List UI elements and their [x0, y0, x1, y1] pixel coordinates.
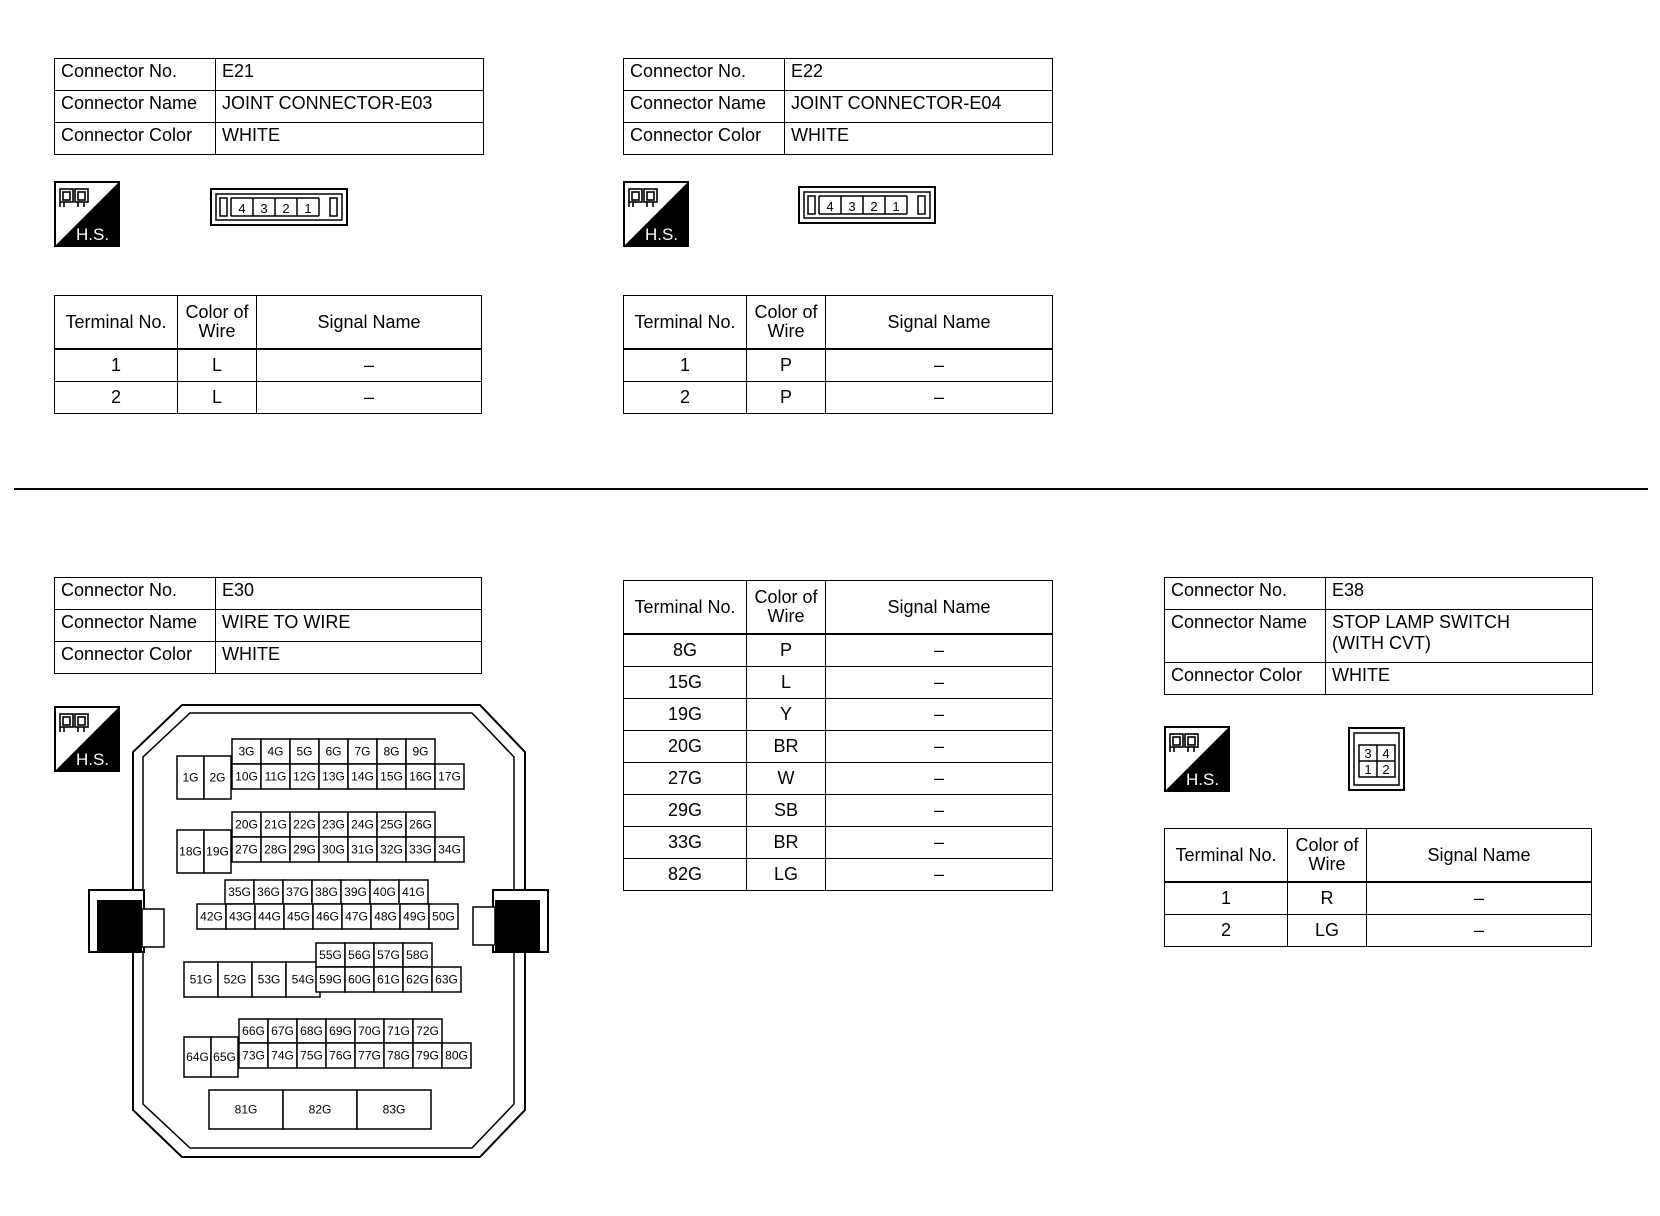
table-row: 33G BR –	[624, 827, 1053, 859]
table-row: 19G Y –	[624, 699, 1053, 731]
terminal-no-header: Terminal No.	[624, 296, 747, 350]
cavity-label: 36G	[257, 885, 280, 899]
hs-label: H.S.	[76, 750, 110, 769]
cavity-label: 26G	[409, 817, 432, 832]
cavity-label: 66G	[242, 1024, 265, 1038]
cavity-label: 45G	[287, 909, 310, 924]
cavity-label: 63G	[435, 972, 458, 987]
cavity-label: 5G	[296, 744, 313, 759]
harness-side-icon	[1164, 726, 1230, 792]
table-row: 1 L –	[55, 349, 482, 382]
connector-color-label: Connector Color	[1165, 663, 1326, 695]
cavity-label: 70G	[358, 1024, 381, 1038]
cavity-label: 9G	[412, 744, 429, 759]
pin-label: 4	[826, 199, 834, 214]
cavity-label: 74G	[271, 1048, 294, 1063]
cavity-label: 41G	[402, 885, 425, 899]
e30-connector-face	[0, 0, 600, 1216]
hs-label: H.S.	[645, 225, 679, 244]
cavity-label: 32G	[380, 842, 403, 857]
cavity-label: 48G	[374, 909, 397, 924]
connector-color-value: WHITE	[785, 123, 1053, 155]
cavity-label: 67G	[271, 1024, 294, 1038]
connector-name-value: STOP LAMP SWITCH (WITH CVT)	[1326, 610, 1593, 663]
cavity-label: 15G	[380, 769, 403, 784]
cavity-label: 47G	[345, 909, 368, 924]
cavity-label: 27G	[235, 842, 258, 857]
cavity-label: 18G	[179, 844, 202, 859]
connector-no-value: E38	[1326, 578, 1593, 610]
connector-no-value: E30	[216, 578, 482, 610]
signal-name-header: Signal Name	[826, 581, 1053, 635]
table-row: 2 L –	[55, 382, 482, 414]
cavity-label: 49G	[403, 909, 426, 924]
e22-terminal-table	[623, 295, 1053, 414]
cavity-label: 21G	[264, 817, 287, 832]
cavity-label: 3G	[238, 744, 255, 759]
cavity-label: 31G	[351, 842, 374, 857]
terminal-no-header: Terminal No.	[1165, 829, 1288, 883]
connector-color-label: Connector Color	[624, 123, 785, 155]
connector-name-label: Connector Name	[55, 610, 216, 642]
connector-name-label: Connector Name	[55, 91, 216, 123]
pin-label: 3	[260, 201, 268, 216]
cavity-label: 37G	[286, 885, 309, 899]
terminal-no-header: Terminal No.	[624, 581, 747, 635]
hs-label: H.S.	[1186, 770, 1220, 789]
cavity-label: 42G	[200, 909, 223, 924]
cavity-label: 28G	[264, 842, 287, 857]
cavity-label: 29G	[293, 842, 316, 857]
pin-label: 2	[282, 201, 290, 216]
cavity-label: 25G	[380, 817, 403, 832]
cavity-label: 50G	[432, 909, 455, 924]
table-row: 1 R –	[1165, 882, 1592, 915]
pin-label: 2	[1382, 762, 1390, 777]
connector-name-value: WIRE TO WIRE	[216, 610, 482, 642]
cavity-label: 69G	[329, 1024, 352, 1038]
connector-name-label: Connector Name	[624, 91, 785, 123]
cavity-label: 83G	[382, 1102, 406, 1117]
cavity-label: 40G	[373, 885, 396, 899]
signal-name-header: Signal Name	[1367, 829, 1592, 883]
cavity-label: 22G	[293, 817, 316, 832]
cavity-label: 62G	[406, 972, 429, 987]
cavity-label: 73G	[242, 1048, 265, 1063]
cavity-label: 23G	[322, 817, 345, 832]
cavity-label: 46G	[316, 909, 339, 924]
table-row: 20G BR –	[624, 731, 1053, 763]
cavity-label: 54G	[291, 972, 315, 987]
cavity-label: 12G	[293, 769, 316, 784]
cavity-label: 59G	[319, 972, 342, 987]
cavity-label: 81G	[234, 1102, 258, 1117]
cavity-label: 79G	[416, 1048, 439, 1063]
cavity-label: 6G	[325, 744, 342, 759]
cavity-label: 13G	[322, 769, 345, 784]
e30-terminal-table	[623, 580, 1053, 891]
color-of-wire-header: Color of Wire	[747, 296, 826, 350]
cavity-label: 64G	[186, 1050, 209, 1064]
table-row: 8G P –	[624, 634, 1053, 667]
connector-name-label: Connector Name	[1165, 610, 1326, 663]
cavity-label: 30G	[322, 842, 345, 857]
color-of-wire-header: Color of Wire	[178, 296, 257, 350]
cavity-label: 10G	[235, 769, 258, 784]
cavity-label: 61G	[377, 972, 400, 987]
cavity-label: 75G	[300, 1048, 323, 1063]
cavity-label: 68G	[300, 1024, 323, 1038]
connector-color-value: WHITE	[1326, 663, 1593, 695]
cavity-label: 44G	[258, 909, 281, 924]
table-row: 27G W –	[624, 763, 1053, 795]
hs-label: H.S.	[76, 225, 110, 244]
connector-color-label: Connector Color	[55, 642, 216, 674]
color-of-wire-header: Color of Wire	[1288, 829, 1367, 883]
terminal-no-header: Terminal No.	[55, 296, 178, 350]
connector-color-value: WHITE	[216, 642, 482, 674]
e38-terminal-table	[1164, 828, 1592, 947]
cavity-label: 20G	[235, 817, 258, 832]
pin-label: 1	[1364, 762, 1372, 777]
cavity-label: 1G	[182, 770, 199, 785]
cavity-label: 39G	[344, 885, 367, 899]
pin-label: 2	[870, 199, 878, 214]
pin-label: 4	[1382, 746, 1390, 761]
cavity-label: 82G	[308, 1102, 332, 1117]
cavity-label: 14G	[351, 769, 374, 784]
cavity-label: 71G	[387, 1024, 410, 1038]
cavity-label: 35G	[228, 885, 251, 899]
connector-name-value: JOINT CONNECTOR-E04	[785, 91, 1053, 123]
table-row: 29G SB –	[624, 795, 1053, 827]
cavity-label: 55G	[319, 948, 342, 962]
e38-connector-face	[1348, 727, 1406, 793]
cavity-label: 52G	[223, 972, 247, 987]
connector-name-value: JOINT CONNECTOR-E03	[216, 91, 484, 123]
connector-no-label: Connector No.	[624, 59, 785, 91]
cavity-label: 8G	[383, 744, 400, 759]
cavity-label: 16G	[409, 769, 432, 784]
color-of-wire-header: Color of Wire	[747, 581, 826, 635]
cavity-label: 34G	[438, 842, 461, 857]
connector-no-label: Connector No.	[1165, 578, 1326, 610]
cavity-label: 65G	[213, 1050, 236, 1064]
signal-name-header: Signal Name	[257, 296, 482, 350]
cavity-label: 60G	[348, 972, 371, 987]
connector-no-label: Connector No.	[55, 578, 216, 610]
cavity-label: 7G	[354, 744, 371, 759]
cavity-label: 77G	[358, 1048, 381, 1063]
cavity-label: 24G	[351, 817, 374, 832]
cavity-label: 76G	[329, 1048, 352, 1063]
cavity-label: 11G	[264, 769, 287, 784]
connector-color-label: Connector Color	[55, 123, 216, 155]
cavity-label: 38G	[315, 885, 338, 899]
cavity-label: 17G	[438, 769, 461, 784]
cavity-label: 56G	[348, 948, 371, 962]
cavity-label: 43G	[229, 909, 252, 924]
e38-info-table	[1164, 577, 1593, 695]
e22-connector-face	[798, 186, 938, 226]
table-row: 2 LG –	[1165, 915, 1592, 947]
table-row: 82G LG –	[624, 859, 1053, 891]
table-row: 15G L –	[624, 667, 1053, 699]
pin-label: 4	[238, 201, 246, 216]
cavity-label: 4G	[267, 744, 284, 759]
table-row: 2 P –	[624, 382, 1053, 414]
cavity-label: 51G	[189, 972, 213, 987]
connector-no-value: E22	[785, 59, 1053, 91]
cavity-label: 57G	[377, 948, 400, 962]
cavity-label: 72G	[416, 1024, 439, 1038]
connector-color-value: WHITE	[216, 123, 484, 155]
connector-no-value: E21	[216, 59, 484, 91]
harness-side-icon	[623, 181, 689, 247]
cavity-label: 33G	[409, 842, 432, 857]
connector-no-label: Connector No.	[55, 59, 216, 91]
signal-name-header: Signal Name	[826, 296, 1053, 350]
table-row: 1 P –	[624, 349, 1053, 382]
pin-label: 1	[892, 199, 900, 214]
pin-label: 1	[304, 201, 312, 216]
cavity-label: 19G	[206, 844, 229, 859]
pin-label: 3	[1364, 746, 1372, 761]
cavity-label: 2G	[209, 770, 226, 785]
cavity-label: 58G	[406, 948, 429, 962]
cavity-label: 53G	[257, 972, 281, 987]
cavity-label: 80G	[445, 1048, 468, 1063]
cavity-label: 78G	[387, 1048, 410, 1063]
e22-info-table	[623, 58, 1053, 155]
pin-label: 3	[848, 199, 856, 214]
